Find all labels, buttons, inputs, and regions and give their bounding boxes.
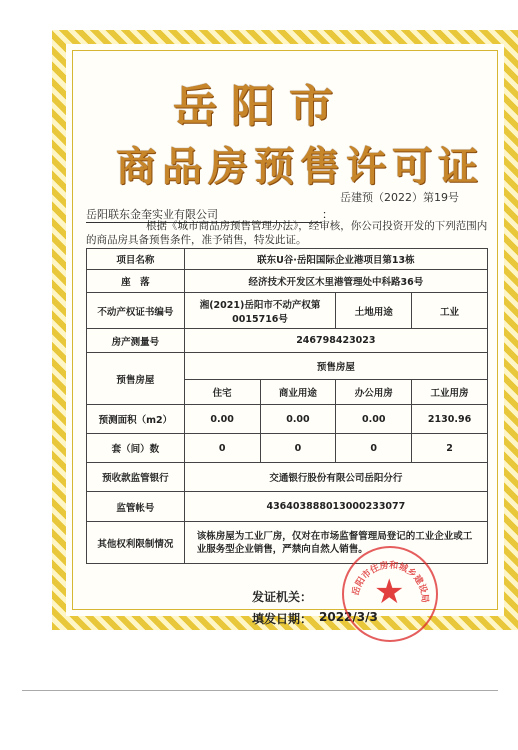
issuer-label: 发证机关： (252, 590, 313, 604)
col-residential: 住宅 (184, 380, 260, 405)
rights-label: 其他权利限制情况 (87, 522, 185, 564)
certificate-table (86, 248, 488, 564)
date-label: 填发日期： (252, 612, 313, 626)
bank-value: 交通银行股份有限公司岳阳分行 (184, 463, 487, 492)
location-value: 经济技术开发区木里港管理处中科路36号 (184, 270, 487, 293)
units-label: 套（间）数 (87, 434, 185, 463)
table-row (87, 353, 488, 380)
company-colon: ： (322, 208, 333, 221)
location-label: 座 落 (87, 270, 185, 293)
issue-date: 2022/3/3 (319, 610, 378, 624)
units-commercial: 0 (260, 434, 336, 463)
presale-header: 预售房屋 (184, 353, 487, 380)
table-row (87, 405, 488, 434)
account-value: 436403888013000233077 (184, 492, 487, 522)
table-row (87, 463, 488, 492)
land-use-label: 土地用途 (336, 293, 412, 329)
units-industrial: 2 (412, 434, 488, 463)
units-residential: 0 (184, 434, 260, 463)
certificate-number: 岳建预（2022）第19号 (340, 191, 459, 204)
presale-label: 预售房屋 (87, 353, 185, 405)
table-row (87, 329, 488, 353)
col-office: 办公用房 (336, 380, 412, 405)
title-main: 商品房预售许可证 (116, 143, 484, 190)
property-cert-value: 湘(2021)岳阳市不动产权第0015716号 (184, 293, 336, 329)
table-row (87, 492, 488, 522)
seal-text: 岳阳市住房和城乡建设局 (351, 560, 430, 604)
area-label: 预测面积（m2） (87, 405, 185, 434)
property-cert-label: 不动产权证书编号 (87, 293, 185, 329)
area-residential: 0.00 (184, 405, 260, 434)
table-row (87, 270, 488, 293)
project-value: 联东U谷·岳阳国际企业港项目第13栋 (184, 249, 487, 270)
company-name: 岳阳联东金奎实业有限公司 (86, 206, 322, 223)
intro-paragraph (86, 219, 488, 247)
survey-value: 246798423023 (184, 329, 487, 353)
survey-label: 房产测量号 (87, 329, 185, 353)
table-row (87, 293, 488, 329)
table-row (87, 249, 488, 270)
col-industrial: 工业用房 (412, 380, 488, 405)
units-office: 0 (336, 434, 412, 463)
table-row (87, 434, 488, 463)
seal-star-icon: ★ (374, 572, 405, 612)
bank-label: 预收款监管银行 (87, 463, 185, 492)
area-commercial: 0.00 (260, 405, 336, 434)
land-use-value: 工业 (412, 293, 488, 329)
area-industrial: 2130.96 (412, 405, 488, 434)
title-city: 岳阳市 (173, 81, 347, 132)
account-label: 监管帐号 (87, 492, 185, 522)
project-label: 项目名称 (87, 249, 185, 270)
intro-text: 根据《城市商品房预售管理办法》，经审核，你公司投资开发的下列范围内的商品房具备预售条件，准予销售，特发此证。 (86, 220, 488, 246)
scan-edge-line (22, 690, 498, 691)
official-seal (342, 546, 438, 642)
area-office: 0.00 (336, 405, 412, 434)
col-commercial: 商业用途 (260, 380, 336, 405)
rights-value: 该栋房屋为工业厂房，仅对在市场监督管理局登记的工业企业或工业服务型企业销售，严禁向自然人销售。 (184, 522, 487, 564)
